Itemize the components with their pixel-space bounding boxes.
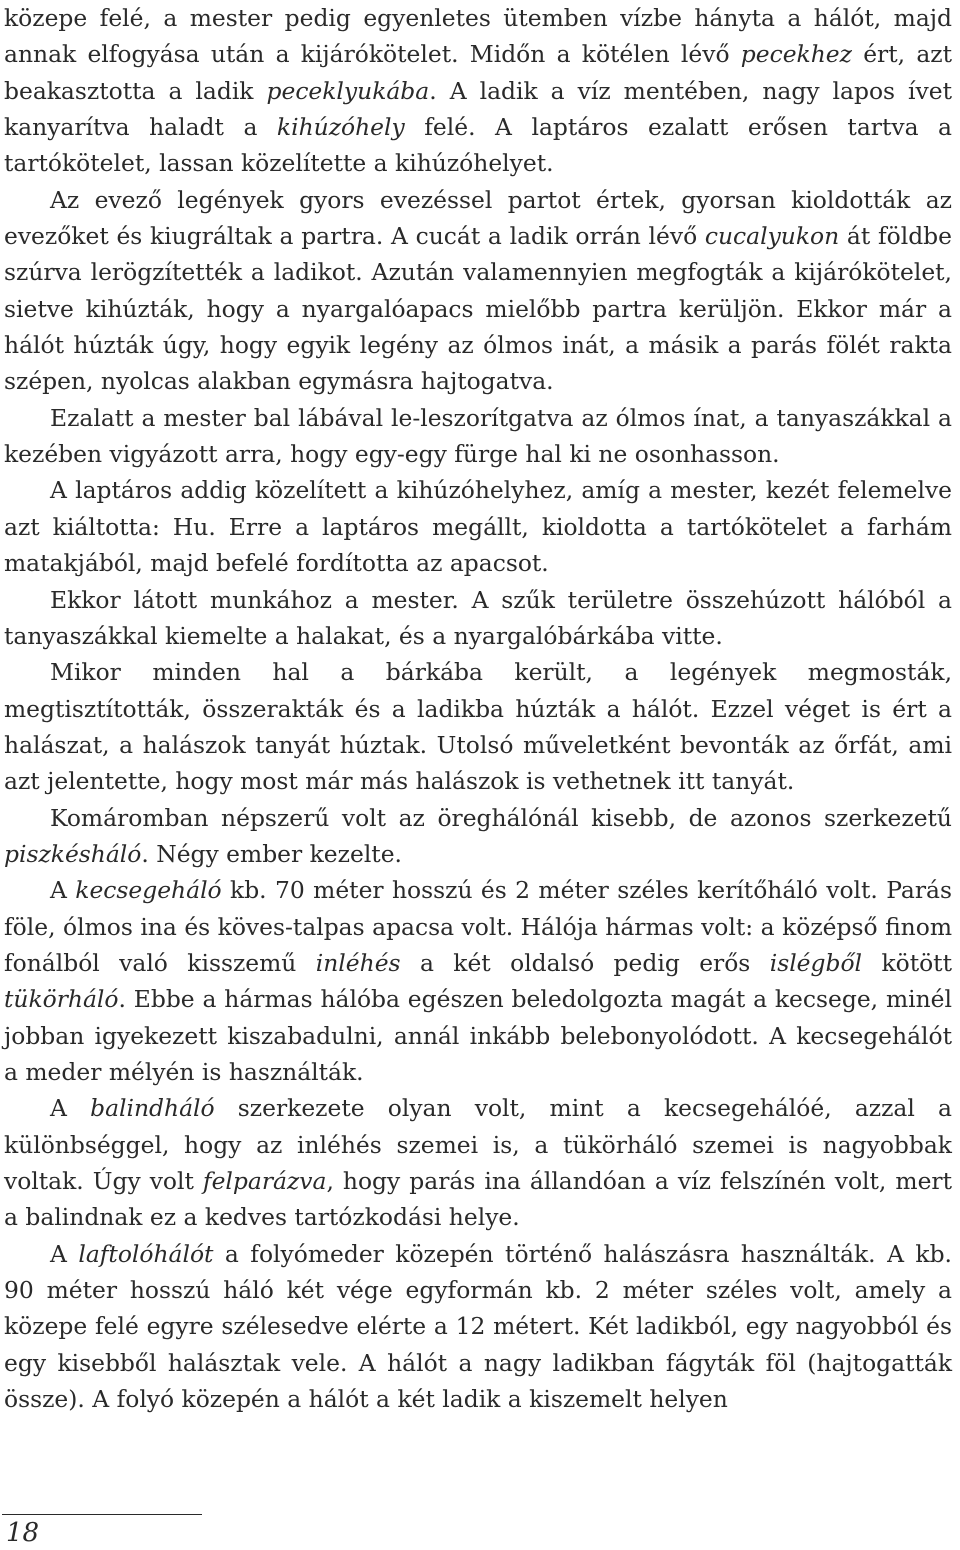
italic-term: kecsegeháló	[75, 876, 222, 905]
text-run: Mikor minden hal a bárkába került, a legények megmosták, megtisztították, összerakták és a ladikba húzták a hálót. Ezzel véget is ért a halászat, a halászok tanyát húztak. Utolsó műveletként bevonták az őrfát, ami azt jelentette, hogy most már más halászok is vethetnek itt tanyát.	[4, 658, 952, 796]
italic-term: kihúzóhely	[276, 113, 405, 142]
italic-term: pecekhez	[740, 40, 852, 69]
text-run: Ezalatt a mester bal lábával le-leszorítgatva az ólmos ínat, a tanyaszákkal a kezében vigyázott arra, hogy egy-egy fürge hal ki ne osonhasson.	[4, 403, 952, 469]
paragraph	[4, 1236, 952, 1418]
paragraph	[4, 400, 952, 473]
text-run: felé. A laptáros ezalatt erősen tartva a tartókötelet, lassan közelítette a kihúzóhelyet.	[4, 113, 953, 178]
italic-term: inléhés	[315, 948, 401, 977]
text-run: kötött	[862, 948, 952, 977]
italic-term: islégből	[769, 948, 863, 977]
text-run: Az evező legények gyors evezéssel partot értek, gyorsan kioldották az evezőket és kiugráltak a partra. A cucát a ladik orrán lévő	[4, 185, 952, 251]
paragraph	[4, 872, 952, 1090]
text-run: . A ladik a víz mentében, nagy lapos ívet kanyarítva haladt a	[4, 76, 952, 142]
italic-term: balindháló	[90, 1094, 215, 1123]
text-run: Ekkor látott munkához a mester. A szűk területre összehúzott hálóból a tanyaszákkal kiemelte a halakat, és a nyargalóbárkába vitte.	[4, 585, 952, 650]
paragraph	[4, 472, 952, 581]
italic-term: piszkésháló	[4, 839, 142, 868]
text-run: a folyómeder közepén történő halászásra használták. A kb. 90 méter hosszú háló két vége egyformán kb. 2 méter széles volt, amely a közepe felé egyre szélesedve elérte a 12 métert. Két ladikból, egy nagyobból és egy kisebből halásztak vele. A hálót a nagy ladikban fágyták föl (hajtogatták össze). A folyó közepén a hálót a két ladik a kiszemelt helyen	[4, 1239, 952, 1414]
text-run: Komáromban népszerű volt az öreghálónál kisebb, de azonos szerkezetű	[50, 803, 952, 832]
paragraph	[4, 654, 952, 799]
text-run: A laptáros addig közelített a kihúzóhelyhez, amíg a mester, kezét felemelve azt kiáltotta: Hu. Erre a laptáros megállt, kioldotta a tartókötelet a farhám matakjából, majd befelé fordította az apacsot.	[4, 476, 952, 578]
text-run: , hogy parás ina állandóan a víz felszínén volt, mert a balindnak ez a kedves tartózkodási helye.	[4, 1167, 952, 1232]
paragraph	[4, 0, 952, 182]
body-text	[4, 0, 952, 1417]
text-run: át földbe szúrva lerögzítették a ladikot. Azután valamennyien megfogták a kijárókötelet, sietve kihúzták, hogy a nyargalóapacs mielőbb partra kerüljön. Ekkor már a hálót húzták úgy, hogy egyik legény az ólmos inát, a másik a parás fölét rakta szépen, nyolcas alakban egymásra hajtogatva.	[4, 222, 952, 396]
paragraph	[4, 182, 952, 400]
text-run: közepe felé, a mester pedig egyenletes ütemben vízbe hányta a hálót, majd annak elfogyása után a kijárókötelet. Midőn a kötélen lévő	[4, 4, 952, 69]
italic-term: laftolóhálót	[78, 1239, 214, 1268]
page-number: 18	[6, 1518, 40, 1548]
text-run: . Négy ember kezelte.	[141, 839, 402, 868]
paragraph	[4, 800, 952, 873]
text-run: a két oldalsó pedig erős	[400, 948, 770, 977]
footer-rule	[2, 1514, 202, 1515]
paragraph	[4, 1090, 952, 1235]
paragraph	[4, 582, 952, 655]
italic-term: peceklyukába	[266, 76, 430, 105]
text-run: kb. 70 méter hosszú és 2 méter széles kerítőháló volt. Parás föle, ólmos ina és köves-talpas apacsa volt. Hálója hármas volt: a középső finom fonálból való kisszemű	[4, 876, 952, 977]
text-run: A	[50, 876, 76, 905]
text-run: A	[50, 1094, 91, 1123]
italic-term: tükörháló	[4, 985, 119, 1014]
italic-term: felparázva	[202, 1167, 327, 1195]
text-run: A	[50, 1239, 79, 1268]
text-run: . Ebbe a hármas hálóba egészen beledolgozta magát a kecsege, minél jobban igyekezett kiszabadulni, annál inkább belebonyolódott. A kecsegehálót a meder mélyén is használták.	[4, 985, 952, 1086]
text-run: szerkezete olyan volt, mint a kecsegehálóé, azzal a különbséggel, hogy az inléhés szemei is, a tükörháló szemei is nagyobbak voltak. Úgy volt	[4, 1094, 952, 1195]
text-run: ért, azt beakasztotta a ladik	[4, 40, 952, 105]
italic-term: cucalyukon	[704, 222, 840, 251]
